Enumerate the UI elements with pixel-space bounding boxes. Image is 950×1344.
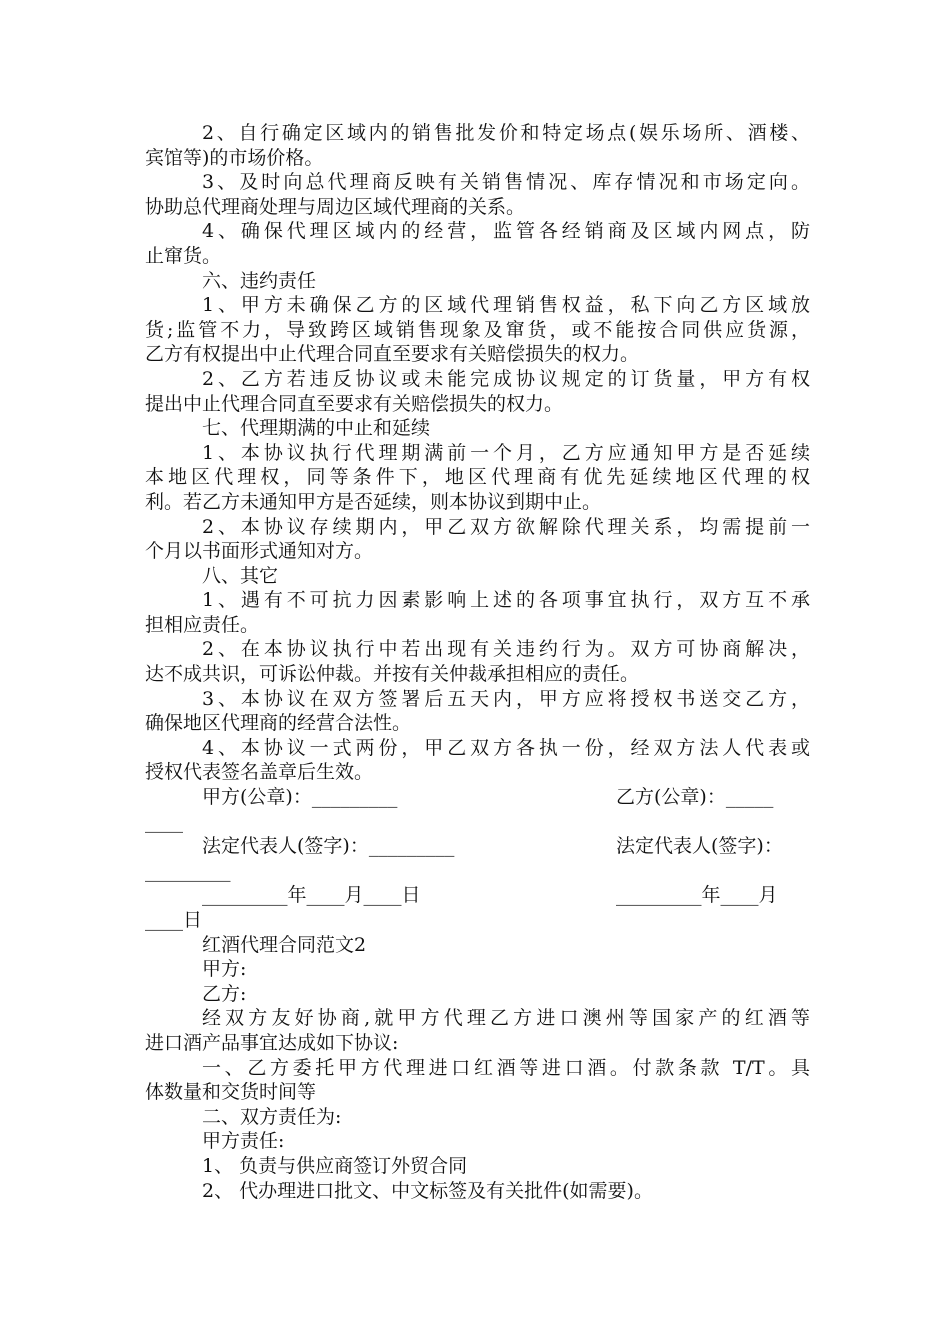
text-line: 二、双方责任为: bbox=[202, 1105, 342, 1128]
text-line: 2、本协议存续期内，甲乙双方欲解除代理关系，均需提前一 bbox=[202, 515, 810, 538]
text-line: 1、本协议执行代理期满前一个月，乙方应通知甲方是否延续 bbox=[202, 441, 810, 464]
party-b-representative-continuation: _________ bbox=[145, 859, 231, 882]
text-line: 红酒代理合同范文2 bbox=[202, 933, 367, 956]
text-line: 进口酒产品事宜达成如下协议: bbox=[145, 1031, 399, 1054]
party-b-date: _________年____月 bbox=[616, 884, 778, 907]
party-a-representative: 法定代表人(签字)：_________ bbox=[202, 835, 455, 858]
party-b-seal: 乙方(公章)：_____ bbox=[616, 786, 774, 809]
representative-row bbox=[145, 834, 810, 859]
text-line: 2、 代办理进口批文、中文标签及有关批件(如需要)。 bbox=[202, 1179, 653, 1202]
contract-sample-2 bbox=[145, 933, 810, 1204]
party-b-date-continuation: ____日 bbox=[145, 909, 203, 931]
text-line: 4、确保代理区域内的经营，监管各经销商及区域内网点，防 bbox=[202, 220, 810, 243]
text-line: 协助总代理商处理与周边区域代理商的关系。 bbox=[145, 195, 526, 218]
text-line: 货;监管不力，导致跨区域销售现象及窜货，或不能按合同供应货源， bbox=[145, 318, 810, 341]
party-b-seal-continuation: ____ bbox=[145, 810, 183, 833]
text-line: 达不成共识，可诉讼仲裁。并按有关仲裁承担相应的责任。 bbox=[145, 663, 640, 686]
text-line: 1、遇有不可抗力因素影响上述的各项事宜执行，双方互不承 bbox=[202, 589, 810, 612]
text-line: 1、甲方未确保乙方的区域代理销售权益，私下向乙方区域放 bbox=[202, 294, 810, 317]
text-line: 2、乙方若违反协议或未能完成协议规定的订货量，甲方有权 bbox=[202, 367, 810, 390]
text-line: 乙方: bbox=[202, 982, 247, 1005]
seal-row bbox=[145, 785, 810, 810]
text-line: 利。若乙方未通知甲方是否延续，则本协议到期中止。 bbox=[145, 490, 602, 513]
date-row bbox=[145, 883, 810, 908]
text-line: 体数量和交货时间等 bbox=[145, 1081, 317, 1104]
text-line: 3、本协议在双方签署后五天内，甲方应将授权书送交乙方， bbox=[202, 687, 810, 710]
text-line: 一、乙方委托甲方代理进口红酒等进口酒。付款条款 T/T。具 bbox=[202, 1056, 810, 1079]
document-page bbox=[145, 121, 810, 1203]
text-line: 担相应责任。 bbox=[145, 613, 260, 636]
text-line: 个月以书面形式通知对方。 bbox=[145, 540, 374, 563]
text-line: 4、本协议一式两份，甲乙双方各执一份，经双方法人代表或 bbox=[202, 736, 810, 759]
text-line: 1、 负责与供应商签订外贸合同 bbox=[202, 1154, 468, 1177]
text-line: 2、自行确定区域内的销售批发价和特定场点(娱乐场所、酒楼、 bbox=[202, 122, 810, 144]
text-line: 七、代理期满的中止和延续 bbox=[202, 417, 431, 440]
text-line: 甲方责任: bbox=[202, 1130, 285, 1153]
text-line: 2、在本协议执行中若出现有关违约行为。双方可协商解决， bbox=[202, 638, 810, 661]
text-line: 八、其它 bbox=[202, 564, 279, 587]
party-b-representative: 法定代表人(签字)： bbox=[616, 835, 783, 858]
text-line: 甲方: bbox=[202, 958, 247, 981]
text-line: 确保地区代理商的经营合法性。 bbox=[145, 712, 412, 735]
text-line: 止窜货。 bbox=[145, 244, 222, 267]
text-line: 授权代表签名盖章后生效。 bbox=[145, 761, 374, 784]
text-line: 六、违约责任 bbox=[202, 269, 317, 292]
text-line: 本地区代理权，同等条件下，地区代理商有优先延续地区代理的权 bbox=[145, 466, 810, 489]
text-line: 经双方友好协商,就甲方代理乙方进口澳州等国家产的红酒等 bbox=[202, 1007, 810, 1030]
contract-body bbox=[145, 121, 810, 785]
party-a-date: _________年____月____日 bbox=[202, 884, 421, 907]
text-line: 3、及时向总代理商反映有关销售情况、库存情况和市场定向。 bbox=[202, 171, 810, 194]
text-line: 乙方有权提出中止代理合同直至要求有关赔偿损失的权力。 bbox=[145, 343, 640, 366]
text-line: 提出中止代理合同直至要求有关赔偿损失的权力。 bbox=[145, 392, 564, 415]
party-a-seal: 甲方(公章)：_________ bbox=[202, 786, 398, 809]
text-line: 宾馆等)的市场价格。 bbox=[145, 146, 324, 169]
